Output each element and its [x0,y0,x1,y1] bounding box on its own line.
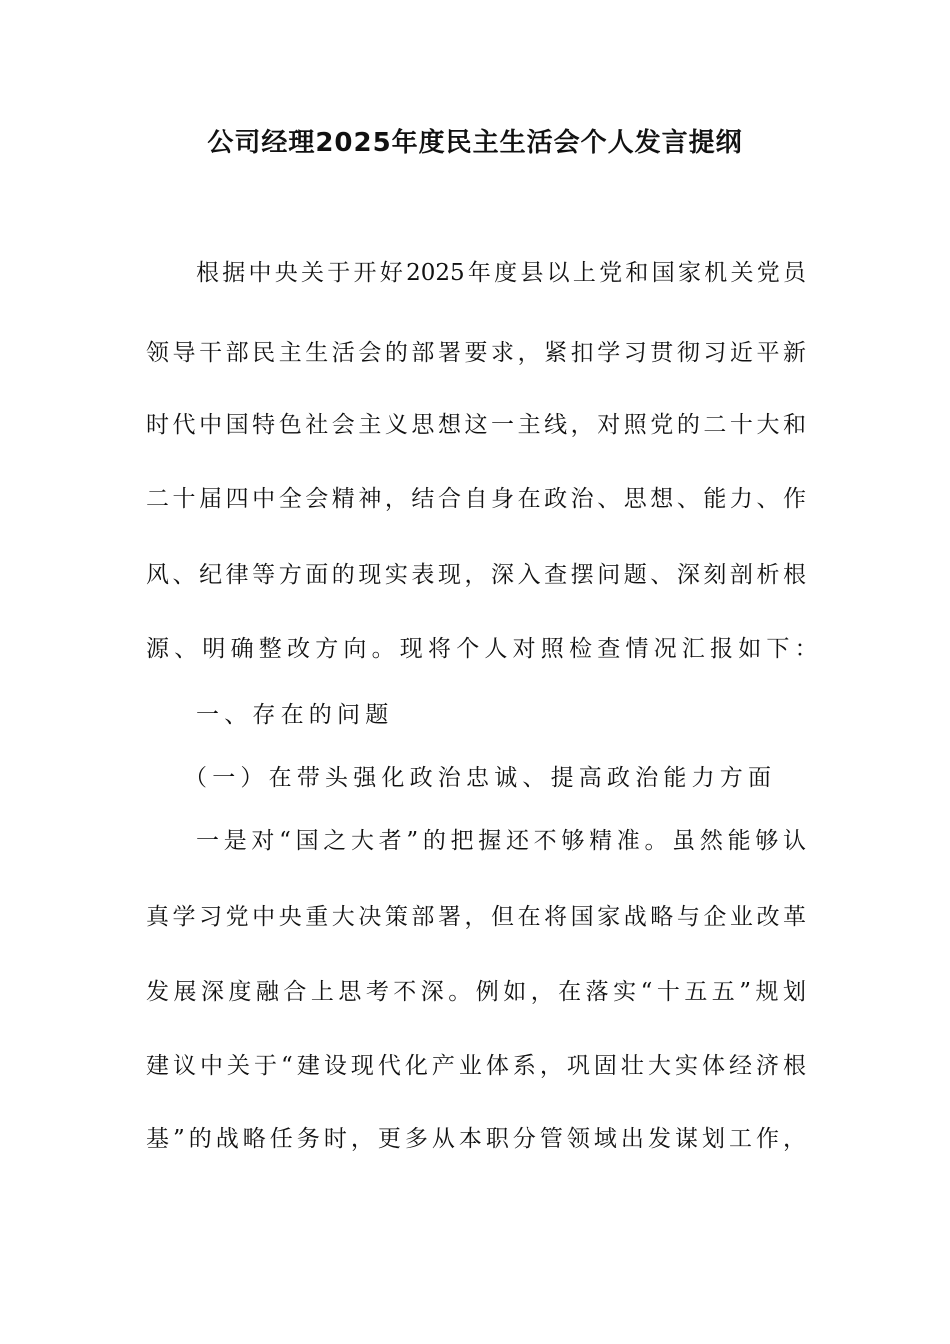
paragraph-line: 二十届四中全会精神，结合自身在政治、思想、能力、作 [146,486,806,512]
paragraph-line: 建议中关于“建设现代化产业体系，巩固壮大实体经济根 [146,1053,806,1079]
subsection-heading: （一）在带头强化政治忠诚、提高政治能力方面 [184,765,777,791]
paragraph-line: 根据中央关于开好2025年度县以上党和国家机关党员 [196,260,806,286]
paragraph-line: 一是对“国之大者”的把握还不够精准。虽然能够认 [196,828,806,854]
paragraph-line: 基”的战略任务时，更多从本职分管领域出发谋划工作， [146,1126,806,1152]
document-title: 公司经理2025年度民主生活会个人发言提纲 [207,128,743,158]
paragraph-line: 风、纪律等方面的现实表现，深入查摆问题、深刻剖析根 [146,562,806,588]
paragraph-line: 源、明确整改方向。现将个人对照检查情况汇报如下： [146,636,823,662]
paragraph-line: 领导干部民主生活会的部署要求，紧扣学习贯彻习近平新 [146,340,806,366]
paragraph-line: 发展深度融合上思考不深。例如，在落实“十五五”规划 [146,979,806,1005]
paragraph-line: 真学习党中央重大决策部署，但在将国家战略与企业改革 [146,904,806,930]
section-heading: 一、存在的问题 [196,702,394,728]
paragraph-line: 时代中国特色社会主义思想这一主线，对照党的二十大和 [146,412,806,438]
